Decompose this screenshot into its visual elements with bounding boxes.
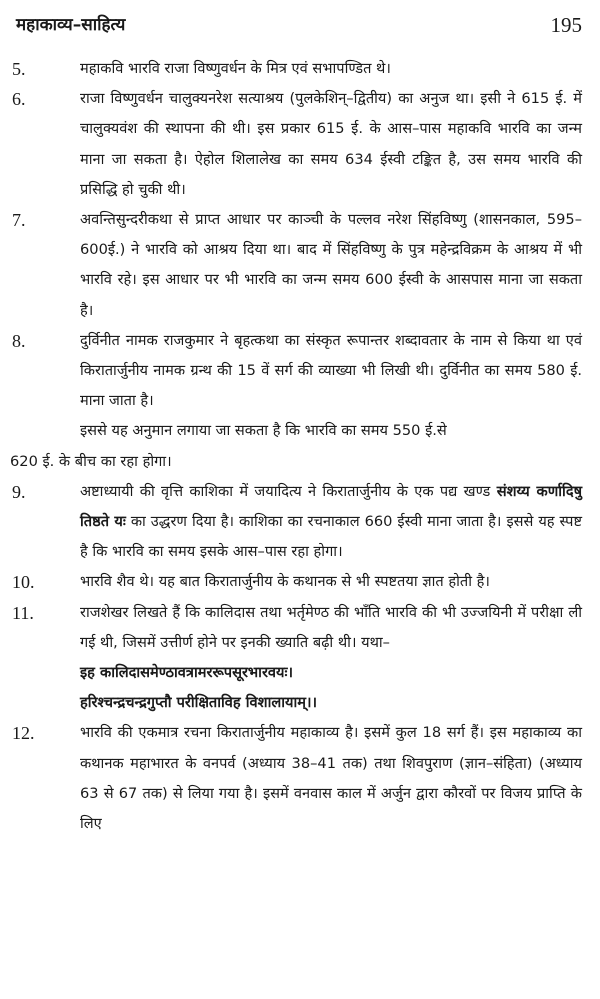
entry-text-outdent: 620 ई. के बीच का रहा होगा। bbox=[10, 452, 172, 470]
entry-text-part: का उद्धरण दिया है। काशिका का रचनाकाल 660 ईस्वी माना जाता है। इससे यह स्पष्ट है कि भारवि का समय इसके आस–पास रहा होगा। bbox=[80, 513, 582, 561]
page-number: 195 bbox=[550, 13, 582, 37]
verse-line-2: हरिश्चन्द्रचन्द्रगुप्तौ परीक्षिताविह विशालायाम्।। bbox=[80, 694, 318, 712]
entry-text: राजा विष्णुवर्धन चालुक्यनरेश सत्याश्रय (पुलकेशिन्–द्वितीय) का अनुज था। इसी ने 615 ई. में चालुक्यवंश की स्थापना की थी। इस प्रकार 615 ई. के आस–पास महाकवि भारवि का जन्म माना जा सकता है। ऐहोल शिलालेख का समय 634 ईस्वी टङ्कित है, उस समय भारवि की प्रसिद्धि हो चुकी थी। bbox=[80, 90, 582, 198]
entry-12 bbox=[0, 718, 600, 839]
entry-text: भारवि की एकमात्र रचना किरातार्जुनीय महाकाव्य है। इसमें कुल 18 सर्ग हैं। इस महाकाव्य का कथानक महाभारत के वनपर्व (अध्याय 38–41 तक) तथा शिवपुराण (ज्ञान–संहिता) (अध्याय 63 से 67 तक) से लिया गया है। इसमें वनवास काल में अर्जुन द्वारा कौरवों पर विजय प्राप्ति के लिए bbox=[80, 724, 582, 833]
entry-text: अवन्तिसुन्दरीकथा से प्राप्त आधार पर काञ्ची के पल्लव नरेश सिंहविष्णु (शासनकाल, 595–600ई.) ने भारवि को आश्रय दिया था। बाद में सिंहविष्णु के पुत्र महेन्द्रविक्रम के आश्रय में भी भारवि रहे। इस आधार पर भी भारवि का जन्म समय 600 ईस्वी के आसपास माना जा सकता है। bbox=[80, 211, 582, 319]
running-head bbox=[16, 10, 582, 40]
entry-7 bbox=[0, 205, 600, 326]
entry-text: महाकवि भारवि राजा विष्णुवर्धन के मित्र एवं सभापण्डित थे। bbox=[80, 60, 391, 77]
entry-number: 11. bbox=[12, 602, 34, 623]
entry-10 bbox=[0, 567, 600, 597]
entry-6 bbox=[0, 84, 600, 205]
entry-number: 10. bbox=[12, 572, 35, 593]
body-text bbox=[0, 54, 600, 839]
verse-line-1: इह कालिदासमेण्ठावत्रामररूपसूरभारवयः। bbox=[80, 664, 293, 682]
entry-text: भारवि शैव थे। यह बात किरातार्जुनीय के कथानक से भी स्पष्टतया ज्ञात होती है। bbox=[80, 573, 490, 591]
entry-number: 8. bbox=[12, 330, 26, 351]
entry-11 bbox=[0, 598, 600, 719]
entry-number: 12. bbox=[12, 723, 35, 744]
entry-number: 5. bbox=[12, 59, 26, 79]
quoted-verse-fragment: संशय्य कर्णादिषु तिष्ठते यः bbox=[80, 482, 583, 531]
entry-number: 6. bbox=[12, 89, 26, 110]
entry-text-part: अष्टाध्यायी की वृत्ति काशिका में जयादित्य ने किरातार्जुनीय के एक पद्य खण्ड bbox=[80, 482, 491, 500]
entry-5 bbox=[0, 54, 600, 84]
entry-number: 7. bbox=[12, 210, 26, 231]
entry-9 bbox=[0, 477, 600, 568]
entry-text: दुर्विनीत नामक राजकुमार ने बृहत्कथा का संस्कृत रूपान्तर शब्दावतार के नाम से किया था एवं किरातार्जुनीय नामक ग्रन्थ की 15 वें सर्ग की व्याख्या भी लिखी थी। दुर्विनीत का समय 580 ई. माना जाता है। bbox=[80, 331, 582, 410]
entry-text: राजशेखर लिखते हैं कि कालिदास तथा भर्तृमेण्ठ की भाँति भारवि की भी उज्जयिनी में परीक्षा ली गई थी, जिसमें उत्तीर्ण होने पर इनकी ख्याति बढ़ी थी। यथा– bbox=[80, 603, 582, 651]
entry-text-continued: इससे यह अनुमान लगाया जा सकता है कि भारवि का समय 550 ई.से bbox=[80, 422, 447, 440]
entry-text bbox=[80, 477, 582, 568]
running-title: महाकाव्य–साहित्य bbox=[16, 15, 126, 35]
entry-8 bbox=[0, 326, 600, 477]
entry-number: 9. bbox=[12, 481, 26, 502]
